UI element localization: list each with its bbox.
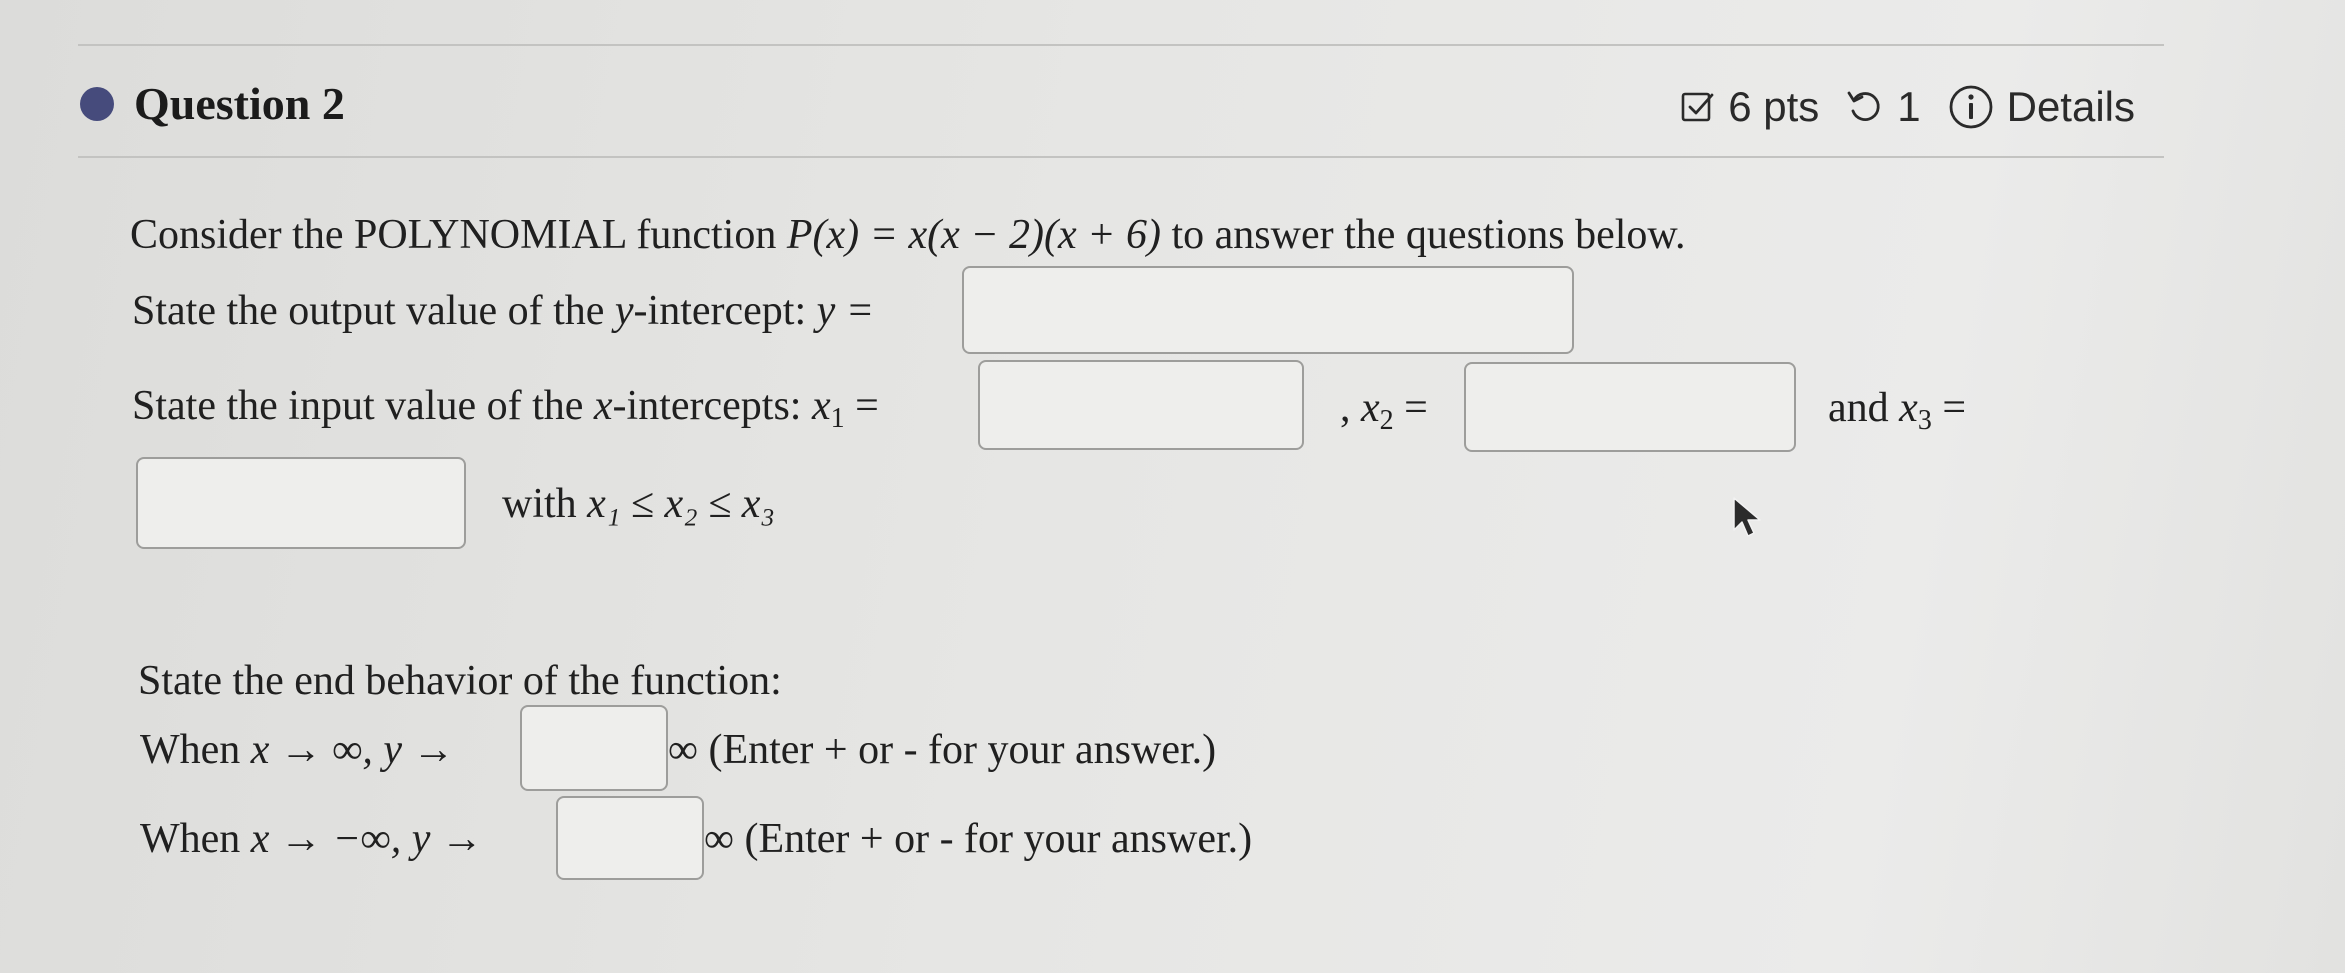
details-label[interactable]: Details (2006, 83, 2135, 130)
end-behavior-pos-input[interactable] (520, 705, 668, 791)
y-intercept-input[interactable] (962, 266, 1574, 354)
when-text-1: When (140, 727, 251, 773)
question-status-dot (80, 87, 114, 121)
limit-pos-expression: x → ∞, y → (250, 727, 455, 773)
y-intercept-label: State the output value of the (132, 288, 615, 334)
y-intercept-label-suffix: -intercept: (633, 288, 817, 334)
x1-equals: = (844, 383, 879, 429)
when-text-2: When (140, 816, 251, 862)
end-behavior-pos-hint (668, 722, 1216, 778)
order-constraint-text (502, 476, 775, 532)
y-equals: y = (816, 288, 875, 334)
x1-variable: x (811, 383, 831, 429)
info-icon (1947, 83, 1995, 131)
intro-suffix: to answer the questions below. (1161, 212, 1686, 258)
hint-text-1: (Enter + or - for your answer.) (697, 727, 1217, 773)
header-divider (78, 156, 2164, 158)
intro-prefix: Consider the POLYNOMIAL function (130, 212, 787, 258)
and-text: and (1828, 385, 1900, 431)
end-behavior-neg-hint (704, 811, 1252, 867)
x2-prompt (1340, 380, 1428, 449)
x3-subscript: 3 (1917, 405, 1932, 436)
x3-input[interactable] (136, 457, 466, 549)
y-intercept-prompt (132, 283, 874, 339)
limit-neg-expression: x → −∞, y → (250, 816, 483, 862)
x3-equals: = (1931, 385, 1966, 431)
checkbox-icon (1680, 89, 1716, 125)
end-behavior-neg-input[interactable] (556, 796, 704, 880)
attempts-indicator (1845, 83, 1920, 131)
end-behavior-pos-prompt (140, 722, 455, 778)
x2-variable: x (1361, 385, 1380, 431)
x3-variable: x (1899, 385, 1918, 431)
x-intercepts-prompt (132, 378, 879, 447)
x2-comma: , (1340, 385, 1361, 431)
question-meta (1680, 76, 2135, 138)
points-indicator (1680, 83, 1819, 131)
intro-text (130, 207, 1686, 263)
x2-input[interactable] (1464, 362, 1796, 452)
x-intercepts-label: State the input value of the (132, 383, 594, 429)
x1-input[interactable] (978, 360, 1304, 450)
question-title: Question 2 (134, 78, 345, 129)
attempts-label: 1 (1897, 83, 1921, 130)
order-constraint: x₁ ≤ x₂ ≤ x₃ (587, 481, 776, 527)
end-behavior-neg-prompt (140, 811, 483, 867)
end-behavior-heading: State the end behavior of the function: (138, 658, 782, 704)
x2-subscript: 2 (1379, 405, 1394, 436)
details-link[interactable] (1947, 83, 2135, 131)
y-variable: y (614, 288, 634, 334)
x1-subscript: 1 (830, 403, 845, 434)
x3-prompt (1828, 380, 1966, 449)
x2-equals: = (1393, 385, 1428, 431)
x-variable: x (593, 383, 613, 429)
infinity-symbol-2: ∞ (704, 816, 734, 862)
points-label: 6 pts (1728, 83, 1820, 130)
infinity-symbol-1: ∞ (668, 727, 698, 773)
retry-icon (1845, 87, 1885, 127)
mouse-cursor-icon (1732, 496, 1766, 545)
with-text: with (502, 481, 588, 527)
hint-text-2: (Enter + or - for your answer.) (733, 816, 1253, 862)
x-intercepts-label-suffix: -intercepts: (612, 383, 812, 429)
top-divider (78, 44, 2164, 46)
function-expression: P(x) = x(x − 2)(x + 6) (786, 212, 1161, 258)
